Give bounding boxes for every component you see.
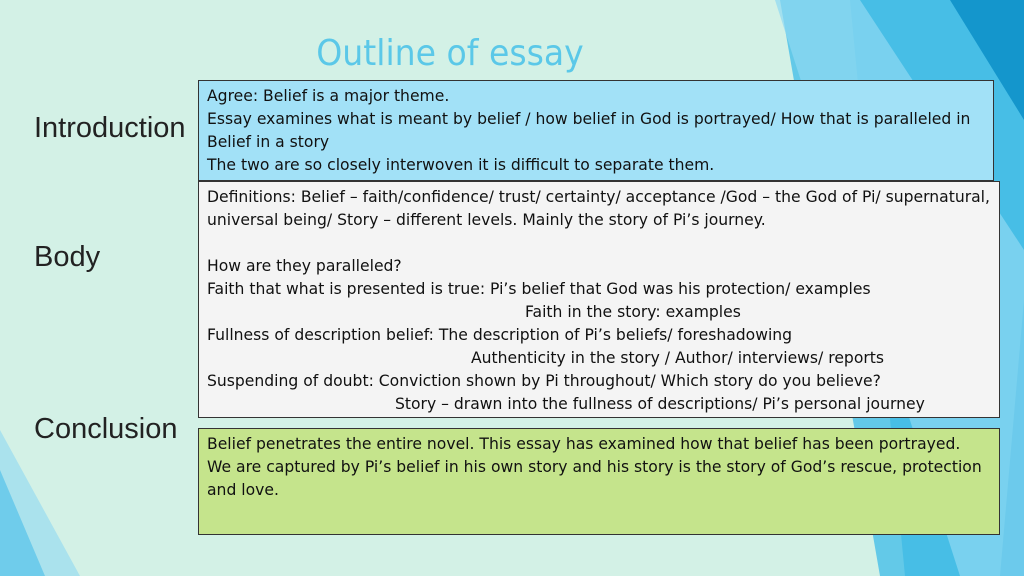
body-line: Faith in the story: examples <box>525 303 741 321</box>
body-label: Body <box>34 241 101 273</box>
deco-shape-left-bottom-light <box>0 430 80 576</box>
body-blank-line <box>207 232 991 255</box>
conclusion-box <box>198 428 1000 535</box>
introduction-box <box>198 80 994 181</box>
body-line: Suspending of doubt: Conviction shown by Pi throughout/ Which story do you believe? <box>207 372 881 390</box>
conclusion-label: Conclusion <box>34 413 178 445</box>
body-line: Fullness of description belief: The description of Pi’s beliefs/ foreshadowing <box>207 326 793 344</box>
introduction-label: Introduction <box>34 112 186 144</box>
intro-line: Essay examines what is meant by belief / how belief in God is portrayed/ How that is paralleled in Belief in a story <box>207 110 971 151</box>
body-line: Story – drawn into the fullness of descriptions/ Pi’s personal journey <box>395 395 925 413</box>
body-line: Definitions: Belief – faith/confidence/ trust/ certainty/ acceptance /God – the God of Pi/ supernatural, universal being/ Story – different levels. Mainly the story of Pi’s journey. <box>207 188 990 229</box>
body-line: Authenticity in the story / Author/ interviews/ reports <box>471 349 885 367</box>
body-line: How are they paralleled? <box>207 257 402 275</box>
conclusion-line: We are captured by Pi’s belief in his own story and his story is the story of God’s rescue, protection and love. <box>207 458 982 499</box>
conclusion-line: Belief penetrates the entire novel. This essay has examined how that belief has been portrayed. <box>207 435 961 453</box>
intro-line: Agree: Belief is a major theme. <box>207 87 450 105</box>
body-box <box>198 181 1000 418</box>
slide-title: Outline of essay <box>316 33 584 74</box>
body-line: Faith that what is presented is true: Pi’s belief that God was his protection/ examples <box>207 280 871 298</box>
intro-line: The two are so closely interwoven it is difficult to separate them. <box>207 156 715 174</box>
